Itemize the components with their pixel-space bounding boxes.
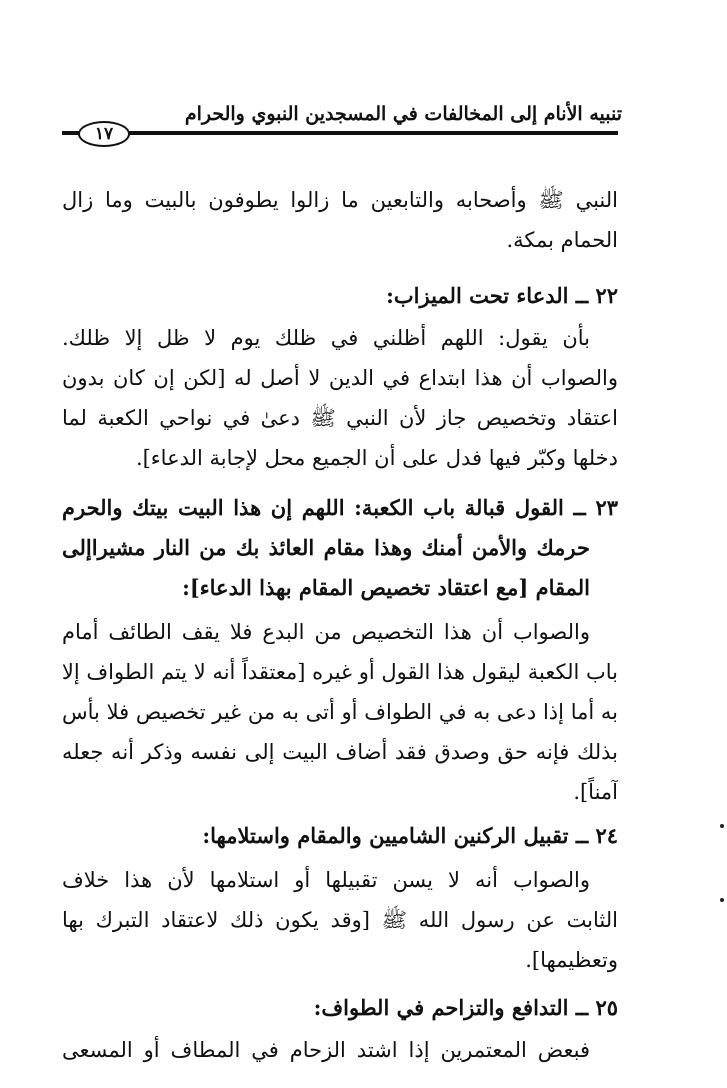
scan-speck (720, 898, 724, 902)
text-line: وتعظيمها]. (525, 948, 618, 972)
text-line: آمناً]. (573, 780, 618, 804)
text-line: الثابت عن رسول الله ﷺ [وقد يكون ذلك لاعتقاد التبرك بها (62, 908, 618, 932)
section-heading-23-cont: حرمك والأمن أمنك وهذا مقام العائذ بك من النار مشيراإلى (62, 535, 590, 560)
text-line: دخلها وكبّر فيها فدل على أن الجميع محل لإجابة الدعاء]. (135, 446, 618, 470)
text-line: اعتقاد وتخصيص جاز لأن النبي ﷺ دعىٰ في نواحي الكعبة لما (62, 406, 618, 430)
section-heading-23: ٢٣ ــ القول قبالة باب الكعبة: اللهم إن هذا البيت بيتك والحرم (62, 495, 618, 520)
text-line: والصواب أن هذا ابتداع في الدين لا أصل له [لكن إن كان بدون (62, 366, 618, 390)
running-header-title: تنبيه الأنام إلى المخالفات في المسجدين النبوي والحرام (184, 103, 622, 125)
text-line: النبي ﷺ وأصحابه والتابعين ما زالوا يطوفون بالبيت وما زال (62, 188, 618, 212)
text-line: بأن يقول: اللهم أظلني في ظلك يوم لا ظل إلا ظلك. (62, 326, 590, 350)
page-number: ١٧ (78, 121, 130, 147)
section-heading-22: ٢٢ ــ الدعاء تحت الميزاب: (386, 283, 618, 308)
text-line: باب الكعبة ليقول هذا القول أو غيره [معتقداً أنه لا يتم الطواف إلا (62, 660, 618, 684)
text-line: به أما إذا دعى به في الطواف أو أتى به من غير تخصيص فلا بأس (62, 700, 618, 724)
text-line: والصواب أنه لا يسن تقبيلها أو استلامها لأن هذا خلاف (62, 868, 590, 892)
scan-speck (720, 824, 724, 828)
section-heading-25: ٢٥ ــ التدافع والتزاحم في الطواف: (313, 995, 618, 1020)
text-line: فبعض المعتمرين إذا اشتد الزحام في المطاف أو المسعى (62, 1038, 590, 1062)
header-rule (62, 131, 618, 135)
text-line: بذلك فإنه حق وصدق فقد أضاف البيت إلى نفسه وذكر أنه جعله (62, 740, 618, 764)
section-heading-24: ٢٤ ــ تقبيل الركنين الشاميين والمقام واستلامها: (202, 823, 618, 848)
text-line: والصواب أن هذا التخصيص من البدع فلا يقف الطائف أمام (62, 620, 590, 644)
text-line: الحمام بمكة. (506, 228, 618, 252)
section-heading-23-cont: المقام [مع اعتقاد تخصيص المقام بهذا الدعاء]: (182, 575, 590, 600)
